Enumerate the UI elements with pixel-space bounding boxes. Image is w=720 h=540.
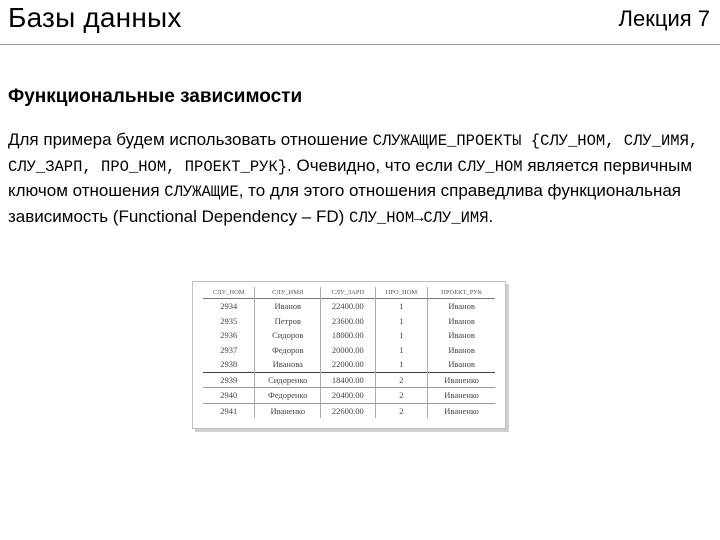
table-row bbox=[203, 299, 495, 314]
table-cell: 2935 bbox=[220, 315, 238, 326]
table-cell: 1 bbox=[375, 328, 428, 343]
column-header: СЛУ_НОМ bbox=[212, 289, 245, 296]
table-cell: 1 bbox=[375, 357, 428, 372]
paragraph-text: , то для этого отношения справедлива функциональная зависимость (Functional Dependency – FD) bbox=[8, 181, 682, 226]
table-cell: Иванов bbox=[428, 357, 495, 372]
table-cell: 1 bbox=[375, 299, 428, 314]
table-cell: Иванова bbox=[255, 357, 321, 372]
column-header: ПРО_НОМ bbox=[375, 287, 428, 299]
table-row bbox=[203, 388, 495, 404]
table-cell: 20000.00 bbox=[321, 343, 376, 358]
table-cell: Иванов bbox=[428, 328, 495, 343]
table-cell: Сидоров bbox=[255, 328, 321, 343]
page-title: Базы данных bbox=[8, 2, 182, 33]
column-header: СЛУ_ИМЯ bbox=[255, 287, 321, 299]
table-cell: 1 bbox=[375, 343, 428, 358]
functional-dependency: СЛУ_НОМ→СЛУ_ИМЯ bbox=[349, 208, 489, 227]
table-cell: Иванов bbox=[255, 299, 321, 314]
table-cell: 2 bbox=[375, 388, 428, 404]
table-cell: 2 bbox=[375, 372, 428, 388]
table-cell: Иванов bbox=[428, 299, 495, 314]
employee-projects-table-figure bbox=[192, 281, 506, 429]
table-row bbox=[203, 314, 495, 329]
table-cell: 23600.00 bbox=[321, 314, 376, 329]
table-cell: 2940 bbox=[203, 388, 255, 404]
table-cell: Петров bbox=[255, 314, 321, 329]
section-title: Функциональные зависимости bbox=[8, 86, 303, 107]
table-cell: 22400.00 bbox=[321, 299, 376, 314]
paragraph-end: . bbox=[488, 206, 494, 226]
table-cell: Иваненко bbox=[428, 388, 495, 404]
table-cell: 22000.00 bbox=[321, 357, 376, 372]
table-row bbox=[203, 328, 495, 343]
table-cell: Федоренко bbox=[255, 388, 321, 404]
table-cell: Сидоренко bbox=[255, 372, 321, 388]
table-cell: 2 bbox=[375, 403, 428, 418]
table-cell: 1 bbox=[375, 314, 428, 329]
column-header: СЛУ_ЗАРП bbox=[321, 287, 376, 299]
table-cell: Иваненко bbox=[255, 403, 321, 418]
table-cell: 18400.00 bbox=[321, 372, 376, 388]
paragraph-text: . Очевидно, что если bbox=[287, 155, 458, 175]
paragraph-text: является первичным ключом отношения bbox=[8, 155, 693, 200]
employee-projects-table bbox=[203, 287, 495, 418]
paragraph-intro: Для примера будем использовать отношение bbox=[8, 130, 373, 149]
relation-name: СЛУЖАЩИЕ bbox=[164, 183, 239, 201]
table-cell: Иванов bbox=[428, 314, 495, 329]
column-header: ПРОЕКТ_РУК bbox=[428, 287, 495, 299]
table-row bbox=[203, 357, 495, 372]
table-cell: 2941 bbox=[203, 403, 255, 418]
relation-schema: СЛУЖАЩИЕ_ПРОЕКТЫ {СЛУ_НОМ, СЛУ_ИМЯ, СЛУ_ЗАРП, ПРО_НОМ, ПРОЕКТ_РУК} bbox=[8, 132, 699, 176]
key-attribute: СЛУ_НОМ bbox=[457, 157, 523, 176]
body-paragraph bbox=[8, 128, 714, 230]
table-row bbox=[203, 403, 495, 418]
lecture-label: Лекция 7 bbox=[618, 6, 710, 31]
table-cell: Федоров bbox=[255, 343, 321, 358]
table-row bbox=[203, 343, 495, 358]
table-cell: 18000.00 bbox=[321, 328, 376, 343]
table-cell: Иваненко bbox=[428, 403, 495, 418]
table-cell: 2934 bbox=[220, 301, 238, 312]
table-cell: 2939 bbox=[203, 372, 255, 388]
header-divider bbox=[0, 44, 720, 45]
table-cell: 20400.00 bbox=[321, 388, 376, 404]
table-cell: Иванов bbox=[428, 343, 495, 358]
table-row bbox=[203, 372, 495, 388]
table-header-row bbox=[203, 287, 495, 299]
table-cell: Иваненко bbox=[428, 372, 495, 388]
table-cell: 2937 bbox=[220, 344, 238, 355]
table-cell: 2938 bbox=[220, 359, 238, 370]
table-cell: 22600.00 bbox=[321, 403, 376, 418]
table-cell: 2936 bbox=[220, 330, 238, 341]
